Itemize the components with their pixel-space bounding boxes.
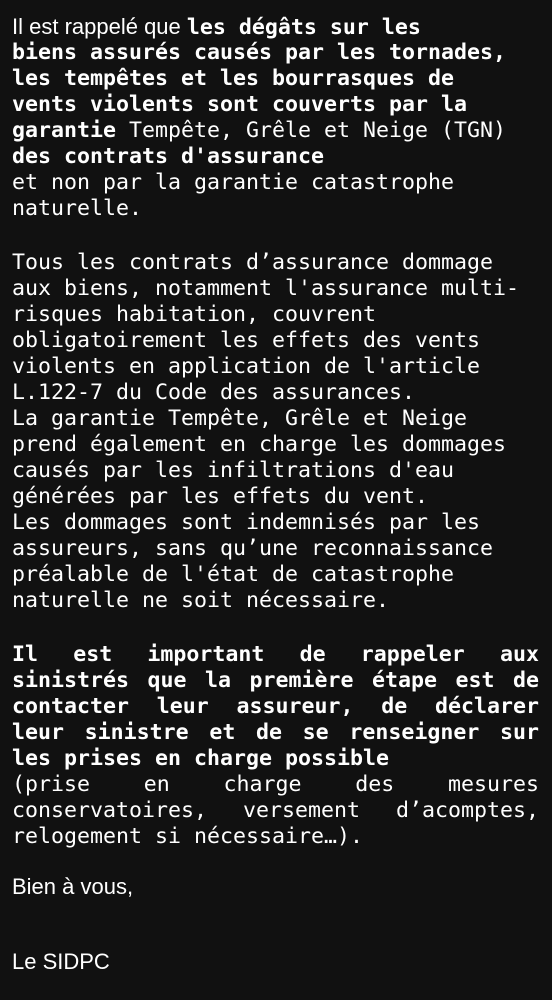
p3-line-5: les prises en charge possible (12, 746, 390, 771)
p2-line-1: Tous les contrats d’assurance dommage (12, 250, 494, 275)
p2-line-7: La garantie Tempête, Grêle et Neige (12, 406, 468, 431)
p3-line-3: contacter leur assureur, de déclarer (12, 694, 539, 719)
p2-line-11: Les dommages sont indemnisés par les (12, 510, 481, 535)
p1-tgn-text: Tempête, Grêle et Neige (TGN) (116, 118, 507, 143)
p2-line-8: prend également en charge les dommages (12, 432, 507, 457)
p3-line-7: conservatoires, versement d’acomptes, (12, 798, 539, 823)
p2-line-2: aux biens, notamment l'assurance multi- (12, 276, 520, 301)
p1-line-5 (12, 118, 506, 144)
p1-intro-text: Il est rappelé que (12, 14, 187, 39)
p1-bold-text: les dégâts sur les (186, 15, 421, 40)
p3-line-6: (prise en charge des mesures (12, 772, 539, 797)
p1-line-3: les tempêtes et les bourrasques de (12, 66, 455, 91)
p3-line-2: sinistrés que la première étape est de (12, 668, 539, 693)
p2-line-5: violents en application de l'article (12, 354, 481, 379)
p1-line-7: et non par la garantie catastrophe (12, 170, 455, 195)
p1-line-2: biens assurés causés par les tornades, (12, 40, 507, 65)
p1-line-1 (12, 14, 421, 41)
p3-line-8: relogement si nécessaire…). (12, 824, 364, 849)
p2-line-4: obligatoirement les effets des vents (12, 328, 481, 353)
signature-text: Le SIDPC (12, 949, 110, 974)
p2-line-13: préalable de l'état de catastrophe (12, 562, 455, 587)
p2-line-3: risques habitation, couvrent (12, 302, 377, 327)
p1-garantie-text: garantie (12, 118, 117, 143)
p2-line-6: L.122-7 du Code des assurances. (12, 380, 416, 405)
p2-line-12: assureurs, sans qu’une reconnaissance (12, 536, 494, 561)
p1-line-8: naturelle. (12, 196, 143, 221)
p1-line-6: des contrats d'assurance (12, 144, 325, 169)
p2-line-10: générées par les effets du vent. (12, 484, 429, 509)
p2-line-9: causés par les infiltrations d'eau (12, 458, 455, 483)
p3-line-1: Il est important de rappeler aux (12, 642, 539, 667)
p3-line-4: leur sinistre et de se renseigner sur (12, 720, 539, 745)
closing-text: Bien à vous, (12, 874, 134, 899)
p1-line-4: vents violents sont couverts par la (12, 92, 468, 117)
p2-line-14: naturelle ne soit nécessaire. (12, 588, 390, 613)
